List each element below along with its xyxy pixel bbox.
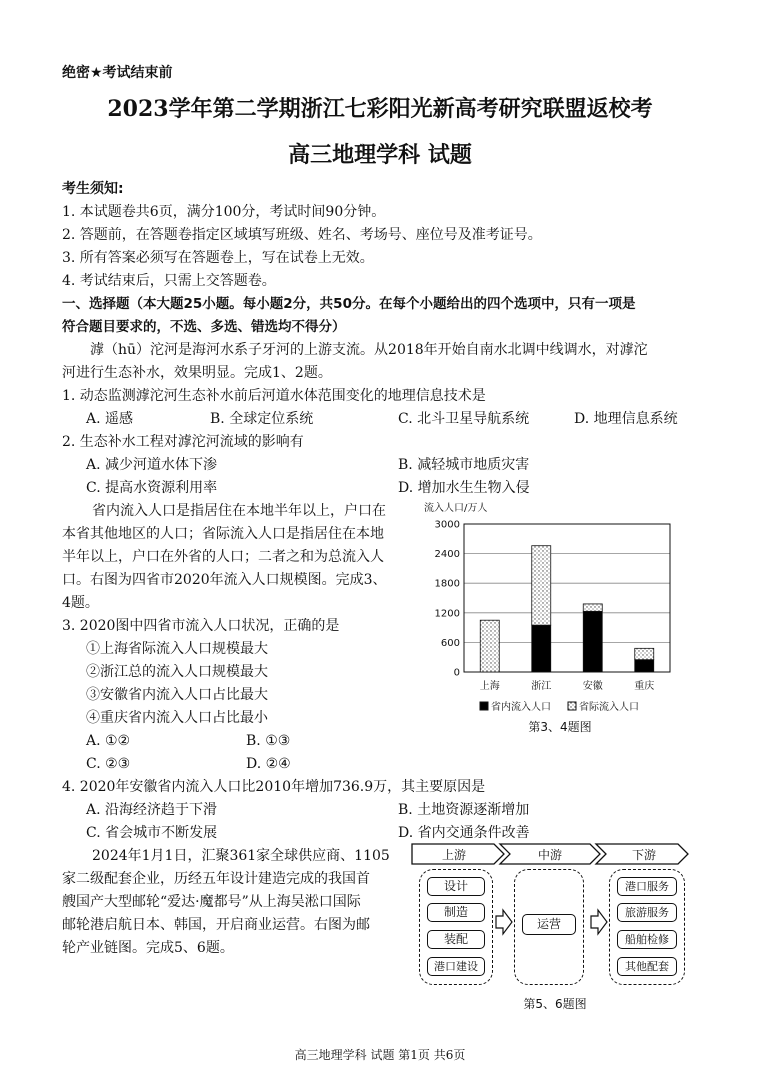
option-d: D. 省内交通条件改善 — [398, 825, 530, 841]
stage-midstream: 中游 — [537, 848, 562, 862]
option-b: B. 减轻城市地质灾害 — [398, 457, 530, 473]
passage-3-line: 轮产业链图。完成5、6题。 — [62, 940, 234, 956]
bar-inter — [480, 620, 499, 672]
legend-swatch-inter — [568, 702, 576, 710]
other-support-box: 其他配套 — [617, 957, 677, 976]
x-tick-label: 浙江 — [531, 681, 552, 692]
option-d: D. 增加水生生物入侵 — [398, 480, 530, 496]
y-tick-label: 1800 — [434, 578, 460, 590]
legend-swatch-intra — [480, 702, 488, 710]
bar-intra — [583, 611, 602, 672]
x-tick-label: 重庆 — [634, 681, 655, 692]
option-b: B. ①③ — [246, 733, 291, 749]
bar-intra — [635, 660, 654, 672]
bar-inter — [583, 604, 602, 611]
option-c: C. 提高水资源利用率 — [86, 480, 218, 496]
passage-2-line: 口。右图为四省市2020年流入人口规模图。完成3、 — [62, 572, 387, 588]
question-3-options — [0, 730, 420, 776]
y-tick-label: 2400 — [434, 549, 460, 561]
option-a: A. 减少河道水体下渗 — [86, 457, 218, 473]
legend-label: 省内流入人口 — [491, 702, 551, 713]
passage-2-line: 本省其他地区的人口；省际流入人口是指居住在本地 — [62, 526, 384, 542]
passage-2-line: 半年以上，户口在外省的人口；二者之和为总流入人 — [62, 549, 384, 565]
option-b: B. 土地资源逐渐增加 — [398, 802, 530, 818]
option-b: B. 全球定位系统 — [210, 411, 314, 427]
tourism-service-box: 旅游服务 — [617, 903, 677, 922]
x-tick-label: 安徽 — [582, 681, 603, 692]
passage-2-line: 省内流入人口是指居住在本地半年以上，户口在 — [92, 503, 386, 519]
confidential-label: 绝密★考试结束前 — [62, 65, 173, 81]
question-2-options — [0, 454, 760, 500]
option-d: D. ②④ — [246, 756, 291, 772]
y-tick-label: 600 — [440, 637, 460, 649]
question-4-stem: 4. 2020年安徽省内流入人口比2010年增加736.9万，其主要原因是 — [62, 779, 486, 795]
statement: ④重庆省内流入人口占比最小 — [86, 710, 268, 726]
y-tick-label: 0 — [453, 667, 460, 679]
question-4-options — [0, 799, 760, 845]
y-axis-label: 流入人口/万人 — [424, 503, 488, 514]
section-heading: 一、选择题（本大题25小题。每小题2分，共50分。在每个小题给出的四个选项中，只有一项是 — [62, 296, 636, 312]
stage-upstream: 上游 — [441, 848, 466, 862]
notice-heading: 考生须知: — [62, 181, 124, 197]
notice-item: 3. 所有答案必须写在答题卷上，写在试卷上无效。 — [62, 250, 374, 266]
question-1-stem: 1. 动态监测滹沱河生态补水前后河道水体范围变化的地理信息技术是 — [62, 388, 486, 404]
exam-title: 2023学年第二学期浙江七彩阳光新高考研究联盟返校考 — [107, 96, 653, 122]
statement: ①上海省际流入人口规模最大 — [86, 641, 268, 657]
y-tick-label: 1200 — [434, 608, 460, 620]
design-box: 设计 — [427, 877, 485, 896]
option-c: C. ②③ — [86, 756, 131, 772]
exam-subtitle: 高三地理学科 试题 — [288, 142, 472, 168]
bar-inter — [532, 546, 551, 625]
notice-item: 1. 本试题卷共6页，满分100分，考试时间90分钟。 — [62, 204, 386, 220]
option-c: C. 北斗卫星导航系统 — [398, 411, 530, 427]
passage-1-line: 滹（hū）沱河是海河水系子牙河的上游支流。从2018年开始自南水北调中线调水，对滹沱 — [90, 342, 648, 358]
flow-caption: 第5、6题图 — [523, 997, 587, 1011]
port-service-box: 港口服务 — [617, 877, 677, 896]
question-3-stem: 3. 2020图中四省市流入人口状况，正确的是 — [62, 618, 340, 634]
notice-item: 4. 考试结束后，只需上交答题卷。 — [62, 273, 276, 289]
option-a: A. 遥感 — [86, 411, 134, 427]
passage-3-line: 家二级配套企业，历经五年设计建造完成的我国首 — [62, 871, 370, 887]
x-tick-label: 上海 — [479, 681, 500, 692]
option-d: D. 地理信息系统 — [574, 411, 678, 427]
bar-intra — [532, 625, 551, 672]
manufacturing-box: 制造 — [427, 903, 485, 922]
y-tick-label: 3000 — [434, 519, 460, 531]
passage-3-line: 2024年1月1日，汇聚361家全球供应商、1105 — [92, 848, 390, 864]
passage-2-line: 4题。 — [62, 595, 99, 611]
option-a: A. ①② — [86, 733, 131, 749]
option-c: C. 省会城市不断发展 — [86, 825, 218, 841]
chart-caption: 第3、4题图 — [528, 720, 592, 734]
page-footer: 高三地理学科 试题 第1页 共6页 — [294, 1048, 466, 1062]
stage-downstream: 下游 — [631, 848, 656, 862]
bar-inter — [635, 648, 654, 659]
section-heading-cont: 符合题目要求的，不选、多选、错选均不得分） — [62, 319, 346, 335]
passage-3-line: 邮轮港启航日本、韩国，开启商业运营。右图为邮 — [62, 917, 370, 933]
option-a: A. 沿海经济趋于下滑 — [86, 802, 218, 818]
question-2-stem: 2. 生态补水工程对滹沱河流域的影响有 — [62, 434, 304, 450]
passage-1-line: 河进行生态补水，效果明显。完成1、2题。 — [62, 365, 332, 381]
ship-repair-box: 船舶检修 — [617, 930, 677, 949]
passage-3-line: 艘国产大型邮轮“爱达·魔都号”从上海吴淞口国际 — [62, 894, 361, 910]
assembly-box: 装配 — [427, 930, 485, 949]
statement: ③安徽省内流入人口占比最大 — [86, 687, 268, 703]
legend-label: 省际流入人口 — [579, 702, 639, 713]
statement: ②浙江总的流入人口规模最大 — [86, 664, 268, 680]
operation-box: 运营 — [522, 914, 576, 935]
port-construction-box: 港口建设 — [427, 957, 485, 976]
question-1-options — [0, 408, 760, 431]
population-chart — [418, 498, 680, 718]
notice-item: 2. 答题前，在答题卷指定区域填写班级、姓名、考场号、座位号及准考证号。 — [62, 227, 542, 243]
